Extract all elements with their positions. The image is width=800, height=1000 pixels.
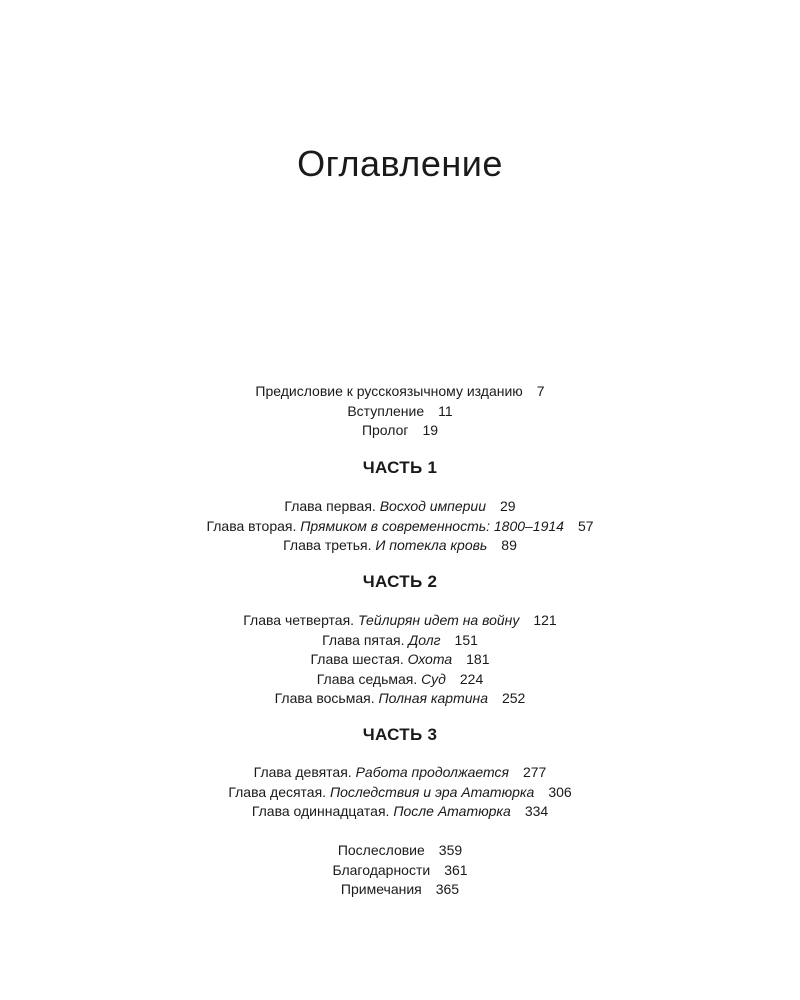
chapter-name: Работа продолжается [355,764,509,780]
toc-entry-chapter-5[interactable] [0,631,800,651]
chapter-name: Суд [421,670,446,687]
toc-entry-chapter-1[interactable] [0,497,800,517]
front-matter-list [0,382,800,441]
part-3-heading: ЧАСТЬ 3 [362,725,438,744]
entry-page: 361 [444,861,468,878]
toc-entry-chapter-9[interactable] [0,763,800,783]
toc-entry-chapter-4[interactable] [0,611,800,631]
chapter-prefix: Глава одиннадцатая. [251,803,390,819]
chapter-name: После Ататюрка [393,803,511,819]
entry-label: Пролог [361,422,409,438]
entry-page: 181 [466,651,490,667]
entry-page: 11 [438,402,453,419]
chapter-name: Долг [408,631,441,648]
entry-page: 29 [500,498,516,514]
toc-entry-chapter-10[interactable] [0,783,800,803]
chapter-prefix: Глава восьмая. [274,690,375,706]
entry-page: 19 [422,422,439,438]
entry-page: 277 [522,764,547,780]
chapter-prefix: Глава третья. [283,537,372,553]
chapter-prefix: Глава десятая. [228,783,327,800]
chapter-name: Прямиком в современность: 1800–1914 [300,517,564,534]
toc-entry-preface[interactable] [0,382,800,402]
toc-entry-chapter-6[interactable] [0,650,800,670]
chapter-prefix: Глава девятая. [253,764,352,780]
part-1-chapters [0,497,800,556]
toc-entry-chapter-8[interactable] [0,689,800,709]
toc-entry-prologue[interactable] [0,421,800,441]
toc-entry-chapter-2[interactable] [0,517,800,537]
part-2-chapters [0,611,800,709]
entry-page: 359 [438,842,463,858]
toc-entry-chapter-7[interactable] [0,670,800,690]
toc-entry-acknowledgements[interactable] [0,861,800,881]
part-1-heading: ЧАСТЬ 1 [362,458,438,477]
part-2-heading: ЧАСТЬ 2 [362,572,438,591]
entry-label: Предисловие к русскоязычному изданию [255,383,523,399]
back-matter-list [0,841,800,900]
toc-entry-afterword[interactable] [0,841,800,861]
page-title: Оглавление [297,143,503,185]
chapter-prefix: Глава первая. [284,498,376,514]
chapter-prefix: Глава седьмая. [316,670,418,687]
chapter-name: И потекла кровь [375,537,488,553]
entry-page: 365 [435,881,460,897]
chapter-prefix: Глава пятая. [322,631,405,648]
chapter-prefix: Глава шестая. [310,651,404,667]
entry-page: 252 [501,690,526,706]
toc-entry-introduction[interactable] [0,402,800,422]
entry-label: Вступление [347,402,425,419]
part-3-chapters [0,763,800,822]
entry-label: Примечания [340,881,422,897]
chapter-name: Восход империи [379,498,487,514]
toc-entry-notes[interactable] [0,880,800,900]
entry-page: 224 [459,670,484,687]
entry-page: 306 [548,783,572,800]
chapter-name: Охота [407,651,453,667]
entry-page: 57 [577,517,594,534]
chapter-prefix: Глава вторая. [206,517,297,534]
entry-page: 7 [536,383,545,399]
entry-page: 334 [524,803,549,819]
entry-page: 121 [533,612,557,628]
entry-page: 151 [454,631,478,648]
chapter-prefix: Глава четвертая. [243,612,355,628]
entry-label: Благодарности [332,861,431,878]
entry-page: 89 [501,537,517,553]
toc-entry-chapter-3[interactable] [0,536,800,556]
chapter-name: Тейлирян идет на войну [357,612,520,628]
entry-label: Послесловие [337,842,425,858]
toc-entry-chapter-11[interactable] [0,802,800,822]
chapter-name: Последствия и эра Ататюрка [329,783,535,800]
chapter-name: Полная картина [378,690,488,706]
